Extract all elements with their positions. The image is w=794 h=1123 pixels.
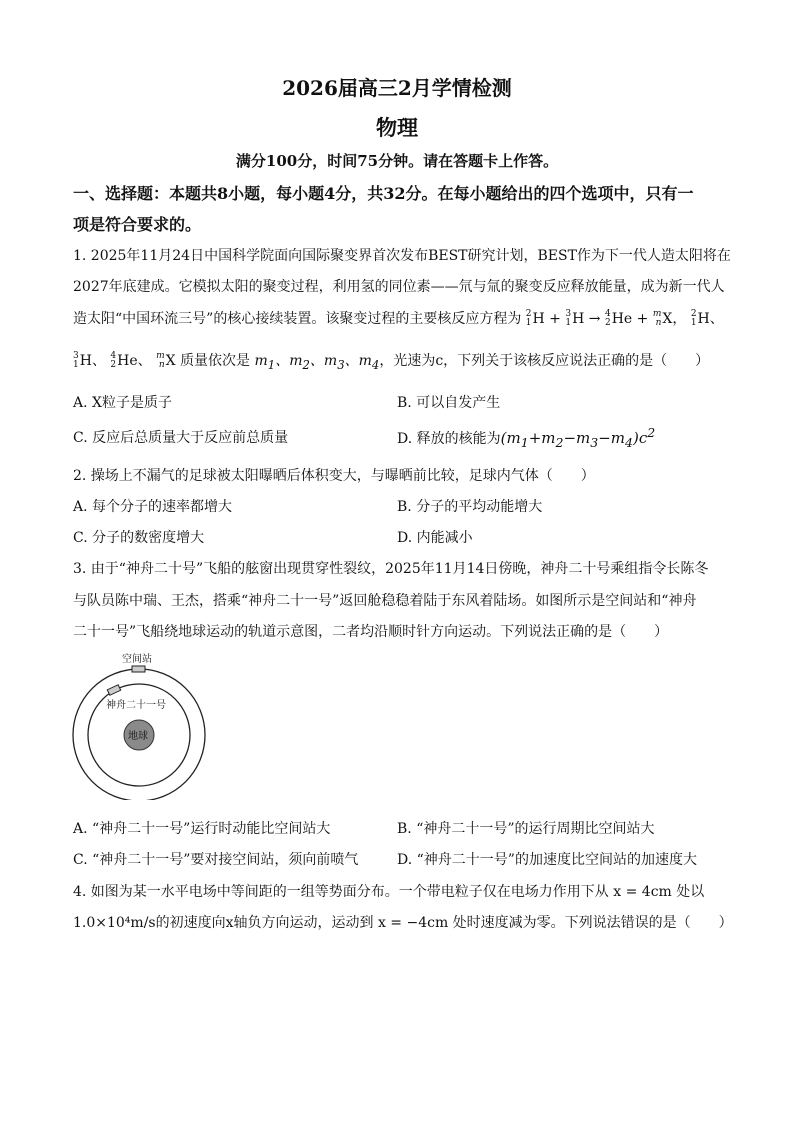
q3-line2: 与队员陈中瑞、王杰，搭乘“神舟二十一号”返回舱稳稳着陆于东风着陆场。如图所示是空间站和“神舟 (73, 593, 697, 609)
nuclear-equation: 2 1 H + 3 1 H → 4 2 He + m n X， 2 1 H、 (525, 309, 724, 328)
craft-label: 神舟二十一号 (106, 700, 166, 711)
subject-title: 物理 (376, 115, 418, 140)
craft-marker (107, 685, 120, 696)
q3-option-a: A. “神舟二十一号”运行时动能比空间站大 (73, 821, 331, 837)
q1-line3 (73, 308, 724, 328)
q3-option-b: B. “神舟二十一号”的运行周期比空间站大 (397, 821, 655, 837)
q3-option-c: C. “神舟二十一号”要对接空间站，须向前喷气 (73, 852, 359, 868)
section-heading-line1: 一、选择题：本题共8小题，每小题4分，共32分。在每小题给出的四个选项中，只有一 (73, 184, 694, 203)
q1-option-a: A. X粒子是质子 (73, 395, 172, 411)
earth-label: 地球 (128, 731, 148, 742)
q1-line3-text: 造太阳“中国环流三号”的核心接续装置。该聚变过程的主要核反应方程为 (73, 311, 522, 327)
q1-line1: 1. 2025年11月24日中国科学院面向国际聚变界首次发布BEST研究计划，BEST作为下一代人造太阳将在 (73, 248, 731, 264)
q1-option-d-label: D. 释放的核能为 (397, 431, 501, 447)
orbit-diagram (66, 650, 216, 800)
q2-option-b: B. 分子的平均动能增大 (397, 499, 543, 515)
q1-line4: 3 1 H、 4 2 He、 m n X 质量依次是 $m_1$、$m_2$、$m_3$、$m_4$，光速为c，下列关于该核反应说法正确的是（ ） (73, 351, 710, 372)
q3-line3: 二十一号”飞船绕地球运动的轨道示意图，二者均沿顺时针方向运动。下列说法正确的是（ ） (73, 624, 669, 640)
q4-line2: 1.0×10⁴m/s的初速度向x轴负方向运动，运动到 x = −4cm 处时速度减为零。下列说法错误的是（ ） (73, 915, 733, 931)
mass-symbols: $m_1$、$m_2$、$m_3$、$m_4$ (254, 353, 380, 372)
q3-option-d: D. “神舟二十一号”的加速度比空间站的加速度大 (397, 852, 697, 868)
energy-formula: $(m_1+m_2-m_3-m_4)c^2$ (500, 425, 656, 450)
q1-option-c: C. 反应后总质量大于反应前总质量 (73, 430, 289, 446)
q1-line2: 2027年底建成。它模拟太阳的聚变过程，利用氢的同位素——氘与氚的聚变反应释放能量，成为新一代人 (73, 279, 725, 295)
exam-note: 满分100分，时间75分钟。请在答题卡上作答。 (235, 152, 559, 170)
q2-option-a: A. 每个分子的速率都增大 (73, 499, 233, 515)
q2-stem: 2. 操场上不漏气的足球被太阳曝晒后体积变大，与曝晒前比较，足球内气体（ ） (73, 468, 595, 484)
station-label: 空间站 (122, 654, 152, 665)
section-heading-line2: 项是符合要求的。 (73, 215, 202, 234)
q2-option-c: C. 分子的数密度增大 (73, 530, 205, 546)
q1-line4-tail: ，光速为c，下列关于该核反应说法正确的是（ ） (379, 353, 710, 369)
q1-line4-text: 质量依次是 (180, 353, 251, 369)
exam-title: 2026届高三2月学情检测 (282, 76, 512, 100)
q3-line1: 3. 由于“神舟二十号”飞船的舷窗出现贯穿性裂纹，2025年11月14日傍晚，神舟二十号乘组指令长陈冬 (73, 561, 709, 577)
q1-option-b: B. 可以自发产生 (397, 395, 501, 411)
q2-option-d: D. 内能减小 (397, 530, 473, 546)
space-station-marker (132, 666, 145, 672)
q4-line1: 4. 如图为某一水平电场中等间距的一组等势面分布。一个带电粒子仅在电场力作用下从 x = 4cm 处以 (73, 884, 705, 900)
q1-option-d (397, 425, 655, 450)
